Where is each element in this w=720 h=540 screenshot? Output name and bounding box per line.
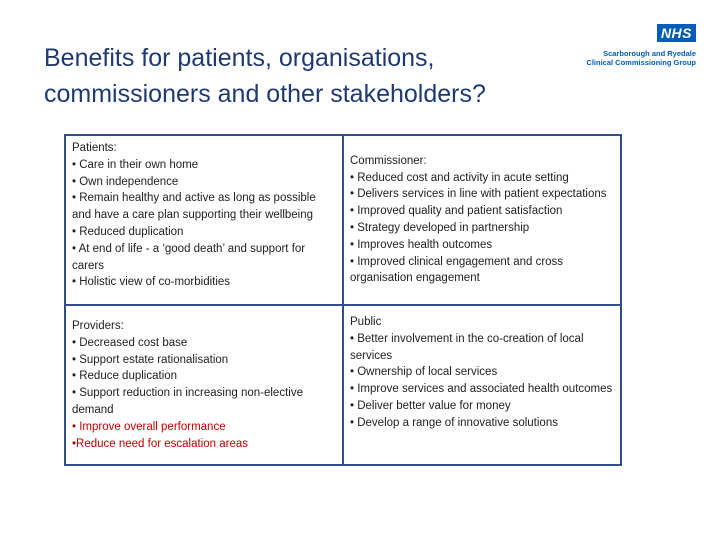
list-item: • Deliver better value for money [350, 399, 511, 412]
nhs-logo [576, 24, 696, 67]
commissioner-cell [344, 136, 620, 306]
providers-cell [66, 306, 344, 464]
list-item: • Improved quality and patient satisfaction [350, 205, 563, 218]
list-item: • Reduced cost and activity in acute setting [350, 171, 569, 184]
public-heading: Public [350, 316, 382, 328]
list-item: • Support reduction in increasing non-elective demand [72, 387, 303, 416]
list-item: • Remain healthy and active as long as possible and have a care plan supporting their wellbeing [72, 192, 316, 222]
providers-list [72, 335, 336, 419]
list-item: •Reduce need for escalation areas [72, 437, 248, 450]
organisation-name [576, 49, 696, 67]
list-item: • Decreased cost base [72, 336, 188, 349]
list-item: • Better involvement in the co-creation of local services [350, 332, 584, 362]
list-item: • Improves health outcomes [350, 238, 493, 251]
list-item: • At end of life - a ‘good death’ and support for carers [72, 242, 306, 272]
organisation-line-1: Scarborough and Ryedale [603, 49, 696, 58]
list-item: • Ownership of local services [350, 366, 498, 379]
list-item: • Strategy developed in partnership [350, 222, 530, 234]
list-item: • Holistic view of co-morbidities [72, 276, 231, 289]
list-item: • Develop a range of innovative solutions [350, 416, 558, 429]
providers-highlighted-list [72, 419, 336, 453]
patients-heading: Patients: [72, 142, 117, 154]
list-item: • Reduced duplication [72, 225, 184, 238]
public-list [350, 331, 614, 432]
list-item: • Own independence [72, 175, 179, 188]
organisation-line-2: Clinical Commissioning Group [586, 58, 696, 67]
list-item: • Improved clinical engagement and cross organisation engagement [350, 255, 564, 285]
benefits-table [64, 134, 622, 466]
commissioner-heading: Commissioner: [350, 154, 427, 167]
commissioner-list [350, 170, 614, 288]
patients-cell [66, 136, 344, 306]
list-item: • Delivers services in line with patient expectations [350, 188, 607, 201]
list-item: • Improve overall performance [72, 420, 226, 433]
slide-title: Benefits for patients, organisations, commissioners and other stakeholders? [44, 44, 486, 108]
public-cell [344, 306, 620, 464]
list-item: • Reduce duplication [72, 370, 178, 383]
list-item: • Improve services and associated health outcomes [350, 383, 613, 396]
list-item: • Care in their own home [72, 158, 199, 171]
providers-heading: Providers: [72, 320, 124, 332]
patients-list [72, 157, 336, 291]
list-item: • Support estate rationalisation [72, 353, 229, 366]
nhs-badge: NHS [657, 24, 696, 42]
